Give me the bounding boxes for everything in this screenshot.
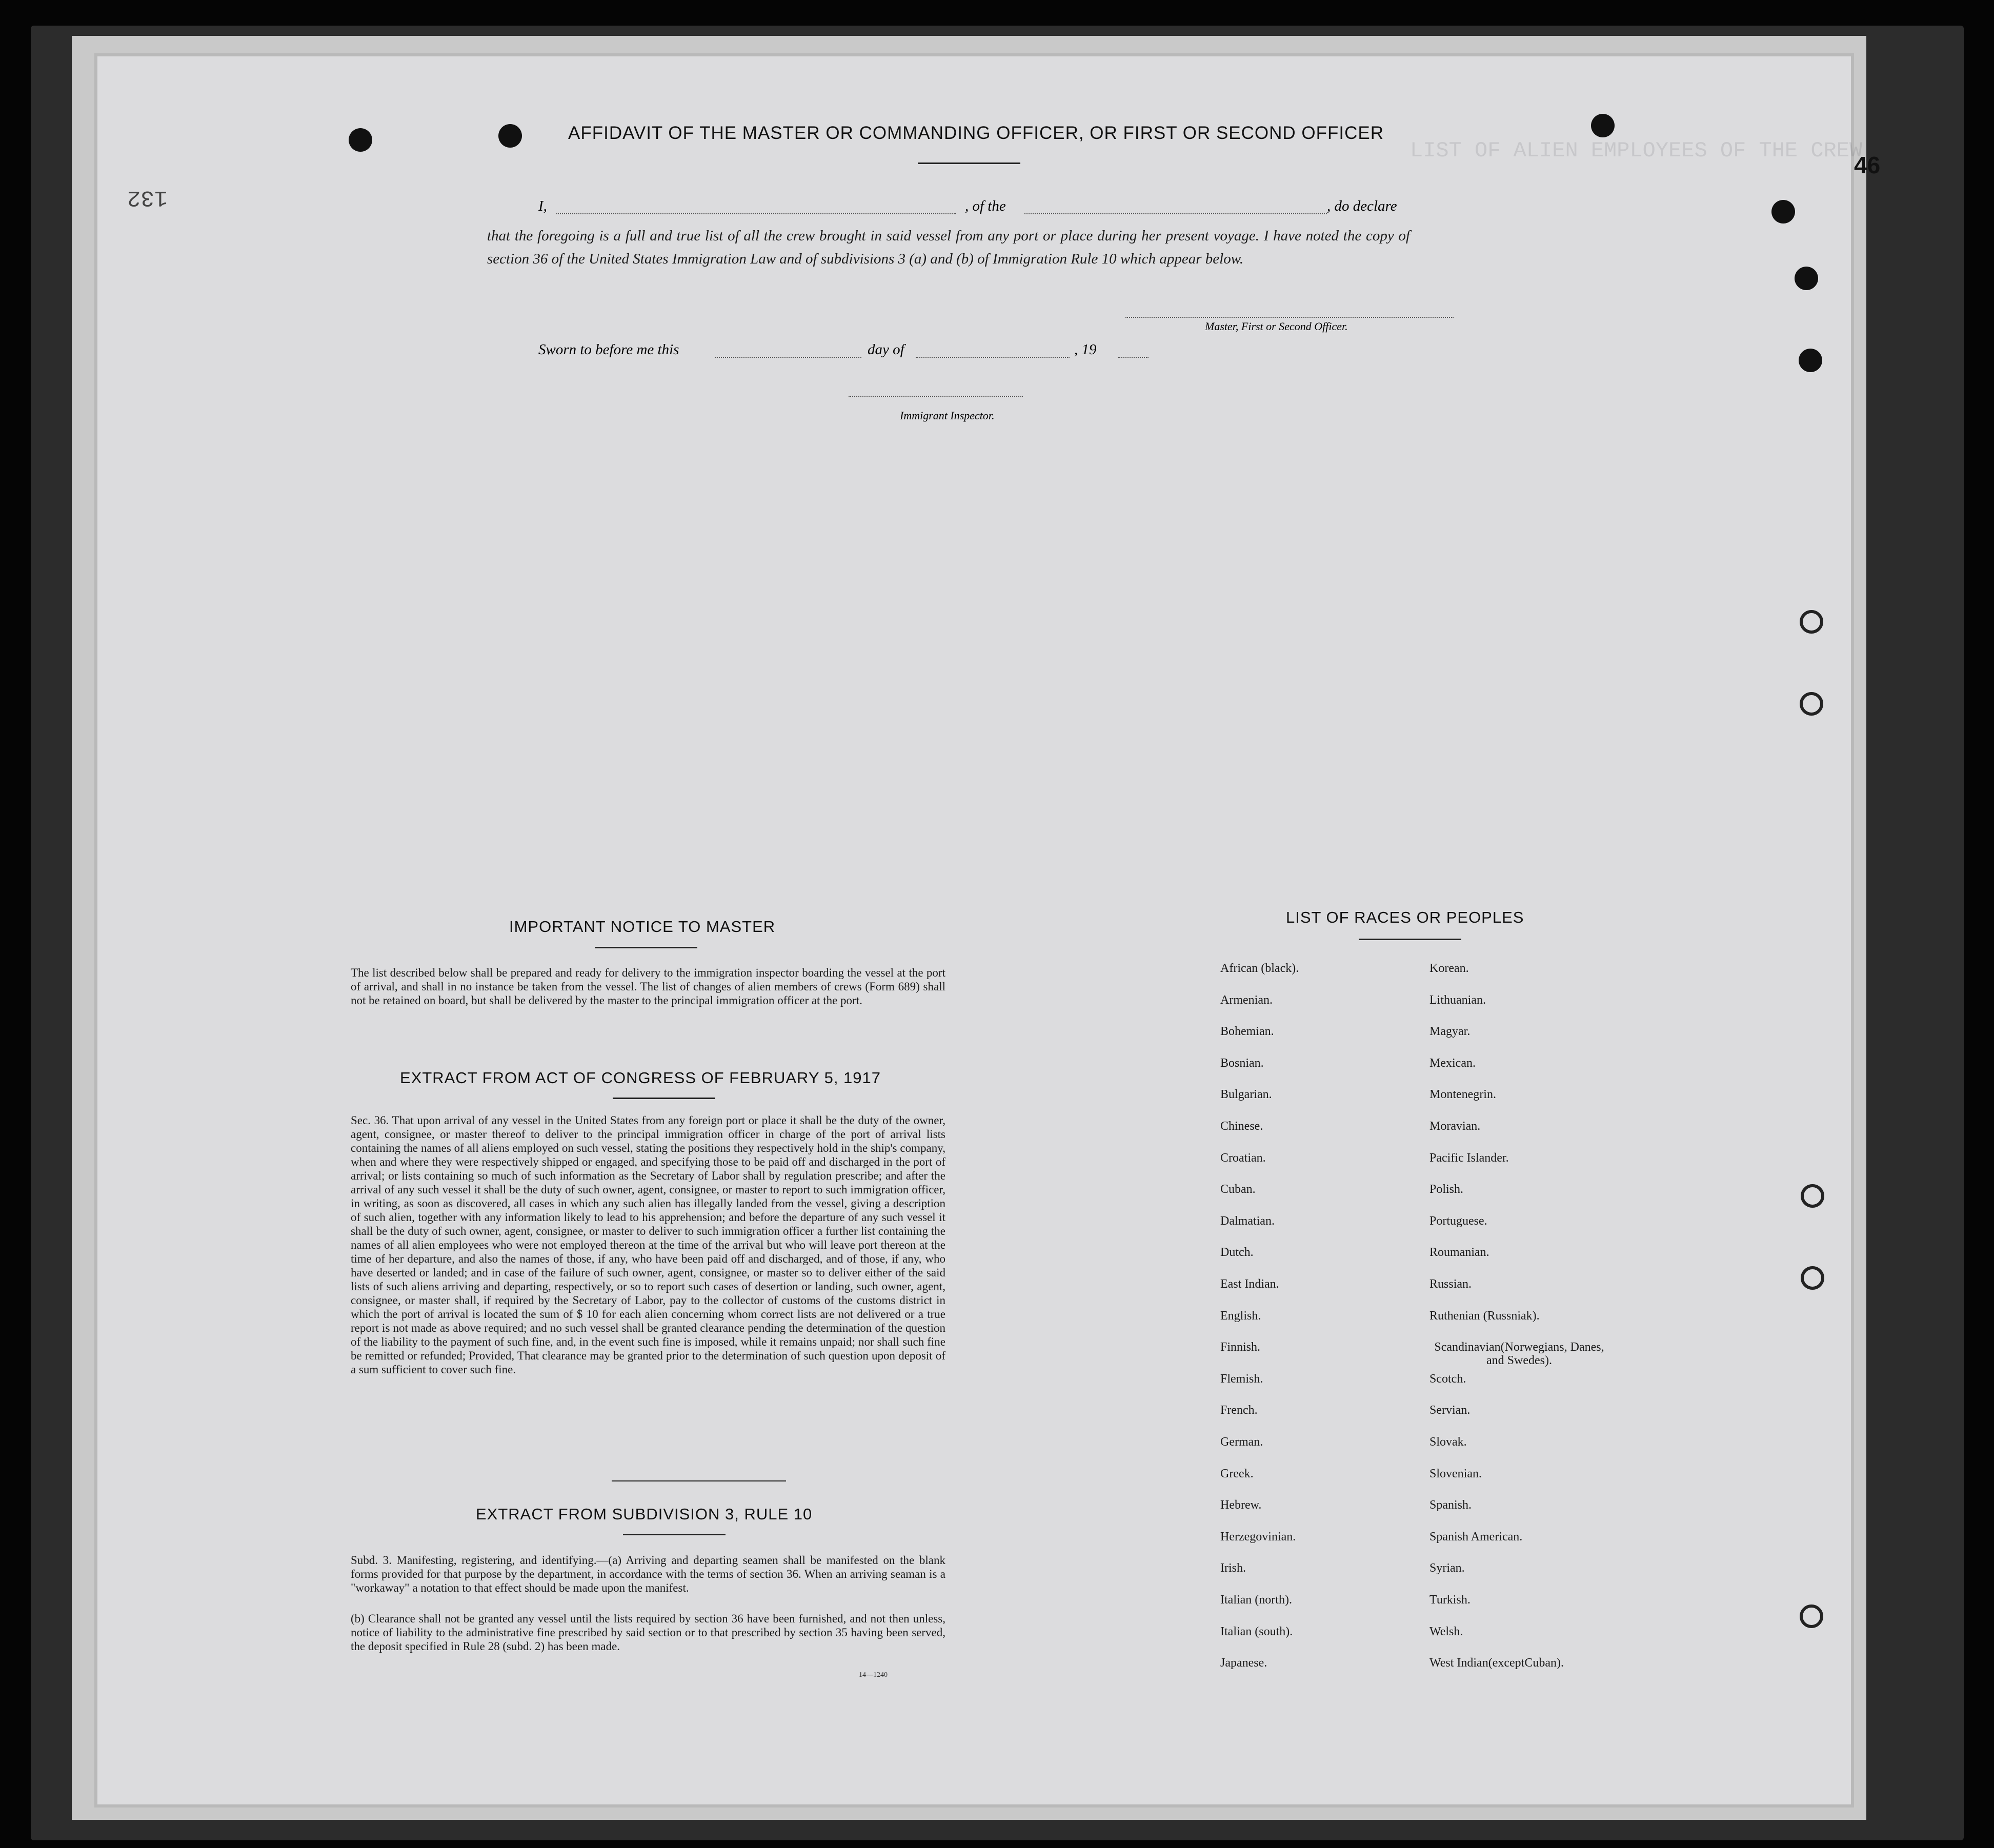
sworn-day-field[interactable] — [715, 357, 861, 358]
punch-hole — [1800, 610, 1823, 634]
affidavit-body: that the foregoing is a full and true list of all the crew brought in said vessel from any port or place during her present voyage. I have noted the copy of section 36 of the United States Immigration Law and of subdivisions 3 (a) and (b) of Immigration Rule 10 which appear below. — [487, 228, 1410, 267]
race-item: Servian. — [1429, 1404, 1471, 1417]
vessel-name-field[interactable] — [1024, 213, 1327, 214]
rule-extract-para-b: (b) Clearance shall not be granted any vessel until the lists required by section 36 have been furnished, and not then unless, notice of liability to the administrative fine prescribed by said section or to that prescribed by section 35 having been served, the deposit specified in Rule 28 (subd. 2) has been made. — [351, 1612, 945, 1653]
race-item: Spanish American. — [1429, 1530, 1523, 1544]
page-stamp-number: 46 — [1854, 152, 1881, 178]
race-item: Dutch. — [1220, 1246, 1254, 1260]
race-item: East Indian. — [1220, 1277, 1279, 1291]
master-signature-field[interactable] — [1125, 317, 1454, 318]
race-item: Japanese. — [1220, 1656, 1267, 1670]
act-extract-body: Sec. 36. That upon arrival of any vessel in the United States from any foreign port or place it shall be the duty of the owner, agent, consignee, or master thereof to deliver to the principal immigration officer in charge of the port of arrival lists containing the names of all aliens employed on such vessel, stating the positions they respectively hold in the ship's company, when and where they were respectively shipped or engaged, and specifying those to be paid off and discharged in the port of arrival; or lists containing so much of such information as the Secretary of Labor shall by regulation prescribe; and after the arrival of any such vessel it shall be the duty of such owner, agent, consignee, or master to report to such immigration officer, in writing, as soon as discovered, all cases in which any such alien has illegally landed from the vessel, giving a description of such alien, together with any information likely to lead to his apprehension; and before the departure of any such vessel it shall be the duty of such owner, agent, consignee, or master to deliver to such immigration officer a further list containing the names of all alien employees who were not employed thereon at the time of the arrival but who will leave port thereon at the time of her departure, and also the names of those, if any, who have been paid off and discharged, and of those, if any, who have deserted or landed; and in case of the failure of such owner, agent, consignee, or master so to deliver either of the said lists of such aliens arriving and departing, respectively, or so to report such cases of desertion or landing, such owner, agent, consignee, or master shall, if required by the Secretary of Labor, pay to the collector of customs of the customs district in which the port of arrival is located the sum of $ 10 for each alien concerning whom correct lists are not delivered or a true report is not made as above required; and no such vessel shall be granted clearance pending the determination of the question of the liability to the payment of such fine, and, in the event such fine is imposed, while it remains unpaid; nor shall such fine be remitted or refunded; Provided, That clearance may be granted prior to the determination of such question upon deposit of a sum sufficient to cover such fine. — [351, 1114, 945, 1376]
act-extract-title: EXTRACT FROM ACT OF CONGRESS OF FEBRUARY 5, 1917 — [400, 1069, 881, 1087]
race-item: Pacific Islander. — [1429, 1151, 1509, 1165]
sworn-label: Sworn to before me this — [538, 341, 679, 358]
race-item: Croatian. — [1220, 1151, 1266, 1165]
race-item: Bulgarian. — [1220, 1088, 1272, 1102]
punch-hole — [1771, 200, 1795, 224]
race-item: Armenian. — [1220, 993, 1273, 1007]
races-rule — [1359, 939, 1461, 940]
rule-extract-para-a: Subd. 3. Manifesting, registering, and identifying.—(a) Arriving and departing seamen shall be manifested on the blank forms provided for that purpose by the department, in accordance with the terms of section 36. When an arriving seaman is a "workaway" a notation to that effect should be made upon the manifest. — [351, 1554, 945, 1594]
race-item: Polish. — [1429, 1183, 1464, 1196]
punch-hole — [1801, 1266, 1824, 1290]
race-item: Italian (south). — [1220, 1624, 1293, 1638]
race-item: Flemish. — [1220, 1372, 1263, 1386]
declare-label: , do declare — [1327, 198, 1397, 214]
race-item: German. — [1220, 1435, 1263, 1449]
race-item: French. — [1220, 1404, 1258, 1417]
punch-hole — [1591, 114, 1615, 137]
declarant-label: I, — [538, 198, 547, 214]
race-item: Lithuanian. — [1429, 993, 1486, 1007]
margin-number: 132 — [127, 185, 168, 210]
punch-hole — [498, 124, 522, 148]
inspector-signature-field[interactable] — [849, 396, 1023, 397]
declarant-name-field[interactable] — [556, 213, 956, 214]
race-item: Mexican. — [1429, 1056, 1476, 1070]
race-item: English. — [1220, 1309, 1261, 1323]
title-rule — [918, 163, 1020, 164]
race-item: Russian. — [1429, 1277, 1472, 1291]
race-item: Portuguese. — [1429, 1214, 1487, 1228]
race-item: Cuban. — [1220, 1183, 1256, 1196]
race-item: Spanish. — [1429, 1498, 1472, 1512]
race-item: Scandinavian(Norwegians, Danes, and Swedes). — [1434, 1341, 1604, 1368]
race-item: Chinese. — [1220, 1120, 1263, 1133]
race-item: Irish. — [1220, 1561, 1246, 1575]
race-item: Hebrew. — [1220, 1498, 1262, 1512]
race-item: Roumanian. — [1429, 1246, 1489, 1260]
race-item: Ruthenian (Russniak). — [1429, 1309, 1540, 1323]
sworn-month-field[interactable] — [916, 357, 1070, 358]
punch-hole — [1795, 267, 1818, 290]
punch-hole — [349, 128, 372, 152]
race-item: Slovenian. — [1429, 1467, 1482, 1480]
race-item: Bosnian. — [1220, 1056, 1264, 1070]
race-item: Slovak. — [1429, 1435, 1467, 1449]
form-page — [97, 56, 1881, 1804]
race-item: Bohemian. — [1220, 1025, 1274, 1039]
notice-title: IMPORTANT NOTICE TO MASTER — [509, 918, 776, 936]
race-item: African (black). — [1220, 962, 1299, 975]
rule-extract-title: EXTRACT FROM SUBDIVISION 3, RULE 10 — [476, 1505, 813, 1523]
year-label: , 19 — [1074, 341, 1097, 358]
punch-hole — [1799, 349, 1822, 372]
races-title: LIST OF RACES OR PEOPLES — [1286, 908, 1524, 926]
act-extract-rule — [613, 1098, 715, 1099]
form-number: 14—1240 — [859, 1671, 888, 1679]
race-item: Montenegrin. — [1429, 1088, 1496, 1102]
sworn-year-field[interactable] — [1118, 357, 1149, 358]
inspector-label: Immigrant Inspector. — [900, 409, 995, 422]
affidavit-title: AFFIDAVIT OF THE MASTER OR COMMANDING OFFICER, OR FIRST OR SECOND OFFICER — [568, 123, 1384, 143]
race-item: Turkish. — [1429, 1593, 1471, 1607]
act-extract-end-rule — [612, 1480, 786, 1481]
race-item: Greek. — [1220, 1467, 1254, 1480]
rule-extract-rule — [623, 1534, 726, 1535]
race-item: Dalmatian. — [1220, 1214, 1275, 1228]
notice-body: The list described below shall be prepared and ready for delivery to the immigration inspector boarding the vessel at the port of arrival, and shall in no instance be taken from the vessel. The list of changes of alien members of crews (Form 689) shall not be retained on board, but shall be delivered by the master to the principal immigration officer at the port. — [351, 966, 945, 1007]
punch-hole — [1800, 1605, 1823, 1628]
race-item: Moravian. — [1429, 1120, 1481, 1133]
race-item: West Indian(exceptCuban). — [1429, 1656, 1564, 1670]
punch-hole — [1801, 1184, 1824, 1208]
race-item: Syrian. — [1429, 1561, 1465, 1575]
race-item: Herzegovinian. — [1220, 1530, 1296, 1544]
notice-rule — [595, 947, 697, 948]
race-item: Korean. — [1429, 962, 1469, 975]
master-signature-label: Master, First or Second Officer. — [1205, 320, 1348, 333]
race-item: Magyar. — [1429, 1025, 1471, 1039]
race-item: Welsh. — [1429, 1624, 1463, 1638]
day-of-label: day of — [868, 341, 904, 358]
race-item: Italian (north). — [1220, 1593, 1292, 1607]
race-item: Finnish. — [1220, 1341, 1261, 1354]
race-item: Scotch. — [1429, 1372, 1466, 1386]
punch-hole — [1800, 692, 1823, 716]
vessel-label: , of the — [965, 198, 1006, 214]
